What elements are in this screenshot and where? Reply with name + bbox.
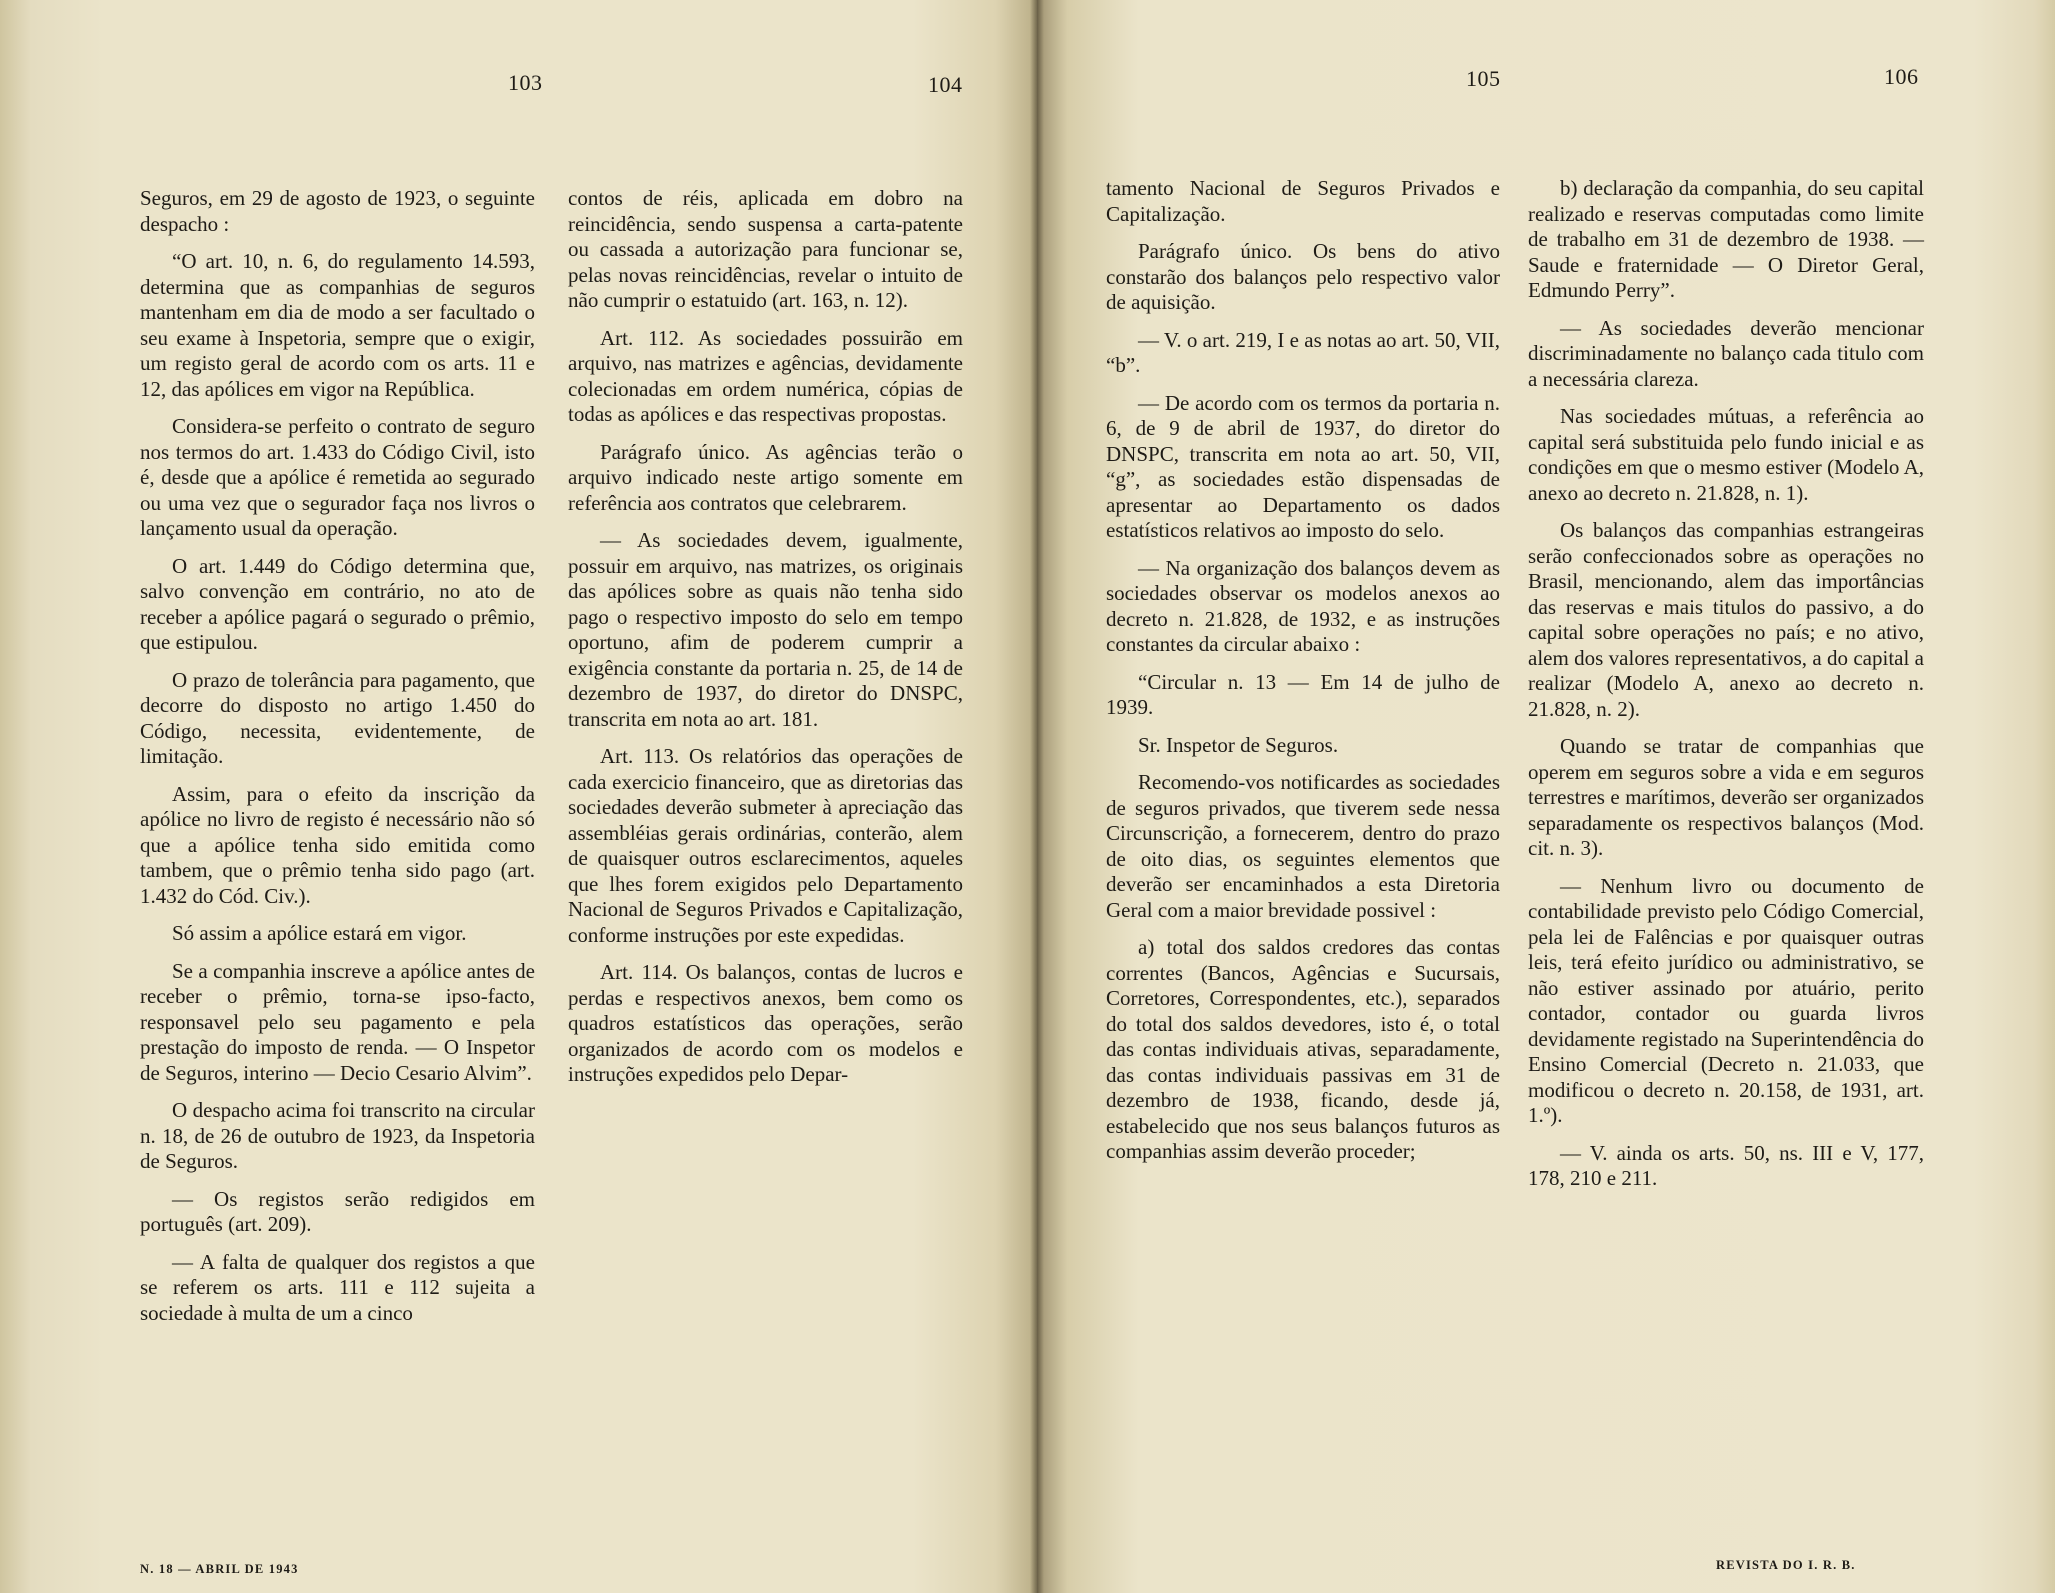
page-number-105: 105 xyxy=(1466,66,1501,91)
paragraph: — As sociedades deverão mencionar discriminadamente no balanço cada titulo com a necessária clareza. xyxy=(1528,315,1924,391)
paragraph: Art. 113. Os relatórios das operações de cada exercicio financeiro, que as diretorias das sociedades deverão submeter à apreciação das assembléias gerais ordinárias, conterão, alem de quaisquer outros esclarecimentos, aqueles que lhes forem exigidos pelo Departamento Nacional de Seguros Privados e Capitalização, conforme instruções por este expedidas. xyxy=(568,744,963,947)
paragraph: — Nenhum livro ou documento de contabilidade previsto pelo Código Comercial, pela lei de Falências e por quaisquer outras leis, terá efeito jurídico ou administrativo, se não estiver assinado por atuário, perito contador, contador ou guarda livros devidamente registado na Superintendência do Ensino Comercial (Decreto n. 21.033, que modificou o decreto n. 20.158, de 1931, art. 1.º). xyxy=(1528,873,1924,1127)
page-103-column xyxy=(140,186,535,1338)
paragraph: — De acordo com os termos da portaria n. 6, de 9 de abril de 1937, do diretor do DNSPC, transcrita em nota ao art. 50, VII, “g”, as sociedades estão dispensadas de apresentar ao Departamento os dados estatísticos relativos ao imposto do selo. xyxy=(1106,390,1500,542)
paragraph: Seguros, em 29 de agosto de 1923, o seguinte despacho : xyxy=(140,186,535,236)
paragraph: — Na organização dos balanços devem as sociedades observar os modelos anexos ao decreto n. 21.828, de 1932, e as instruções constantes da circular abaixo : xyxy=(1106,555,1500,656)
paragraph: Parágrafo único. Os bens do ativo constarão dos balanços pelo respectivo valor de aquisição. xyxy=(1106,239,1500,314)
page-105-column xyxy=(1106,176,1500,1177)
paragraph: — Os registos serão redigidos em português (art. 209). xyxy=(140,1186,535,1236)
page-number-104: 104 xyxy=(928,72,963,97)
paragraph: O prazo de tolerância para pagamento, que decorre do disposto no artigo 1.450 do Código, necessita, evidentemente, de limitação. xyxy=(140,667,535,768)
paragraph: Art. 114. Os balanços, contas de lucros e perdas e respectivos anexos, bem como os quadros estatísticos das operações, serão organizados de acordo com os modelos e instruções expedidos pelo Depar- xyxy=(568,960,963,1086)
paragraph: Assim, para o efeito da inscrição da apólice no livro de registo é necessário não só que a apólice tenha sido emitida como tambem, que o prêmio tenha sido pago (art. 1.432 do Cód. Civ.). xyxy=(140,781,535,908)
paragraph: “O art. 10, n. 6, do regulamento 14.593, determina que as companhias de seguros mantenham em dia de modo a ser facultado o seu exame à Inspetoria, sempre que o exigir, um registo geral de acordo com os arts. 11 e 12, das apólices em vigor na República. xyxy=(140,249,535,401)
page-104-column xyxy=(568,186,963,1100)
paragraph: Nas sociedades mútuas, a referência ao capital será substituida pelo fundo inicial e as condições em que o mesmo estiver (Modelo A, anexo ao decreto n. 21.828, n. 1). xyxy=(1528,404,1924,505)
paragraph: “Circular n. 13 — Em 14 de julho de 1939. xyxy=(1106,669,1500,719)
paragraph: Quando se tratar de companhias que operem em seguros sobre a vida e em seguros terrestres e marítimos, deverão ser organizados separadamente os respectivos balanços (Mod. cit. n. 3). xyxy=(1528,734,1924,860)
paragraph: Os balanços das companhias estrangeiras serão confeccionados sobre as operações no Brasil, mencionando, alem das importâncias das reservas e mais titulos do passivo, a do capital sobre operações no país; e no ativo, alem dos valores representativos, a do capital a realizar (Modelo A, anexo ao decreto n. 21.828, n. 2). xyxy=(1528,518,1924,721)
paragraph: Sr. Inspetor de Seguros. xyxy=(1138,732,1339,757)
book-gutter xyxy=(1030,0,1044,1593)
paragraph: — V. ainda os arts. 50, ns. III e V, 177, 178, 210 e 211. xyxy=(1528,1140,1924,1190)
paragraph: — A falta de qualquer dos registos a que se referem os arts. 111 e 112 sujeita a sociedade à multa de um a cinco xyxy=(140,1249,535,1325)
paragraph: O despacho acima foi transcrito na circular n. 18, de 26 de outubro de 1923, da Inspetoria de Seguros. xyxy=(140,1098,535,1173)
paragraph: contos de réis, aplicada em dobro na reincidência, sendo suspensa a carta-patente ou cassada a autorização para funcionar se, pelas novas reincidências, revelar o intuito de não cumprir o estatuido (art. 163, n. 12). xyxy=(568,186,963,312)
paragraph: — As sociedades devem, igualmente, possuir em arquivo, nas matrizes, os originais das apólices sobre as quais não tenha sido pago o respectivo imposto do selo em tempo oportuno, afim de poderem cumprir a exigência constante da portaria n. 25, de 14 de dezembro de 1937, do diretor do DNSPC, transcrita em nota ao art. 181. xyxy=(568,528,963,731)
paragraph: tamento Nacional de Seguros Privados e Capitalização. xyxy=(1106,176,1500,226)
paragraph: Recomendo-vos notificardes as sociedades de seguros privados, que tiverem sede nessa Circunscrição, a fornecerem, dentro do prazo de oito dias, os seguintes elementos que deverão ser encaminhados a esta Diretoria Geral com a maior brevidade possivel : xyxy=(1106,770,1500,922)
paragraph: Art. 112. As sociedades possuirão em arquivo, nas matrizes e agências, devidamente colecionadas em ordem numérica, cópias de todas as apólices e das respectivas propostas. xyxy=(568,325,963,426)
paragraph: Só assim a apólice estará em vigor. xyxy=(172,921,467,945)
page-number-103: 103 xyxy=(508,70,543,95)
paragraph: Parágrafo único. As agências terão o arquivo indicado neste artigo somente em referência aos contratos que celebrarem. xyxy=(568,439,963,515)
paragraph: Se a companhia inscreve a apólice antes de receber o prêmio, torna-se ipso-facto, responsavel pelo seu pagamento e pela prestação do imposto de renda. — O Inspetor de Seguros, interino — Decio Cesario Alvim”. xyxy=(140,958,535,1085)
paragraph: Considera-se perfeito o contrato de seguro nos termos do art. 1.433 do Código Civil, isto é, desde que a apólice é remetida ao segurado ou uma vez que o segurador faça nos livros o lançamento usual da operação. xyxy=(140,414,535,540)
page-number-106: 106 xyxy=(1884,64,1919,89)
paragraph: b) declaração da companhia, do seu capital realizado e reservas computadas como limite de trabalho em 31 de dezembro de 1938. — Saude e fraternidade — O Diretor Geral, Edmundo Perry”. xyxy=(1528,176,1924,302)
footer-issue: N. 18 — ABRIL DE 1943 xyxy=(140,1562,299,1576)
paragraph: a) total dos saldos credores das contas correntes (Bancos, Agências e Sucursais, Corretores, Correspondentes, etc.), separados do total dos saldos devedores, isto é, o total das contas individuais ativas, separadamente, das contas individuais passivas em 31 de dezembro de 1938, ficando, desde já, estabelecido que nos seus balanços futuros as companhias assim deverão proceder; xyxy=(1106,935,1500,1163)
page-106-column xyxy=(1528,176,1924,1204)
footer-journal: REVISTA DO I. R. B. xyxy=(1716,1558,1856,1572)
paragraph: — V. o art. 219, I e as notas ao art. 50, VII, “b”. xyxy=(1106,327,1500,377)
paragraph: O art. 1.449 do Código determina que, salvo convenção em contrário, no ato de receber a apólice pagará o segurado o prêmio, que estipulou. xyxy=(140,553,535,654)
